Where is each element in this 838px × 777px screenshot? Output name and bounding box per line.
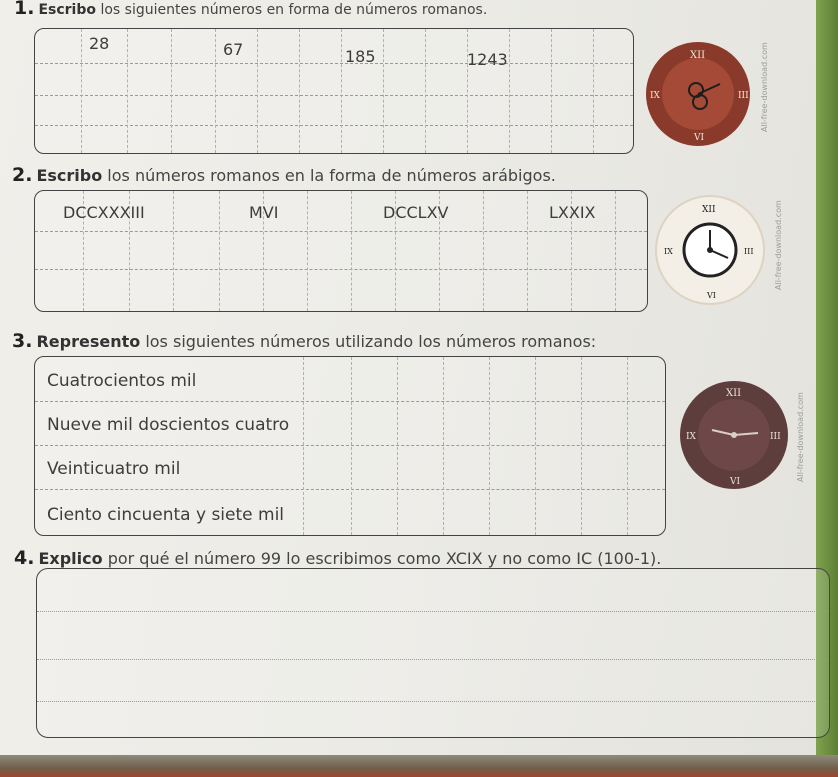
section2-number: 2. [12,164,33,186]
svg-text:XII: XII [726,388,742,399]
section3-row-label: Nueve mil doscientos cuatro [47,415,290,435]
svg-text:VI: VI [730,477,741,487]
section3-number: 3. [12,330,33,352]
watermark: All-free-download.com [796,392,805,482]
section4-answer-box[interactable] [36,568,830,738]
svg-text:IX: IX [664,247,673,256]
section4-number: 4. [14,547,35,569]
section3-answer-box [34,356,666,536]
svg-text:VI: VI [694,133,705,143]
section1-number: 1. [14,0,35,19]
section3-row-label: Ciento cincuenta y siete mil [47,505,285,525]
section2-value: DCCLXV [383,203,449,222]
section2-value: LXXIX [549,203,596,222]
watermark: All-free-download.com [760,42,769,132]
section3-title-strong: Represento [36,332,141,351]
section4-heading [14,547,661,569]
section3-row-label: Veinticuatro mil [47,459,181,479]
section1-value: 185 [345,47,376,66]
section4-title-rest: por qué el número 99 lo escribimos como XCIX y no como IC (100-1). [102,549,662,568]
roman-clock-icon [652,194,768,306]
section2-answer-box [34,190,648,312]
roman-clock-icon [640,38,755,150]
svg-text:XII: XII [702,205,716,215]
svg-text:III: III [738,91,749,101]
section1-title-rest: los siguientes números en forma de números romanos. [96,2,488,18]
section3-title-rest: los siguientes números utilizando los números romanos: [140,332,597,351]
svg-text:III: III [770,432,781,442]
section1-value: 67 [223,40,244,59]
svg-text:IX: IX [650,91,660,101]
section4-title-strong: Explico [38,549,103,568]
section1-value: 1243 [467,50,508,69]
section2-value: MVI [249,203,279,222]
section1-heading [14,0,487,19]
section3-heading [12,330,596,352]
svg-text:VI: VI [707,291,716,300]
section2-value: DCCXXXIII [63,203,145,222]
section1-title-strong: Escribo [38,2,96,18]
roman-clock-icon [676,378,792,492]
section3-row-label: Cuatrocientos mil [47,371,197,391]
section1-answer-box [34,28,634,154]
svg-text:IX: IX [686,432,696,442]
svg-text:III: III [744,247,754,256]
section2-heading [12,164,556,186]
section1-value: 28 [89,34,110,53]
section2-title-rest: los números romanos en la forma de números arábigos. [102,166,556,185]
watermark: All-free-download.com [774,200,783,290]
table-edge [0,755,838,777]
svg-text:XII: XII [690,50,706,61]
section2-title-strong: Escribo [36,166,103,185]
